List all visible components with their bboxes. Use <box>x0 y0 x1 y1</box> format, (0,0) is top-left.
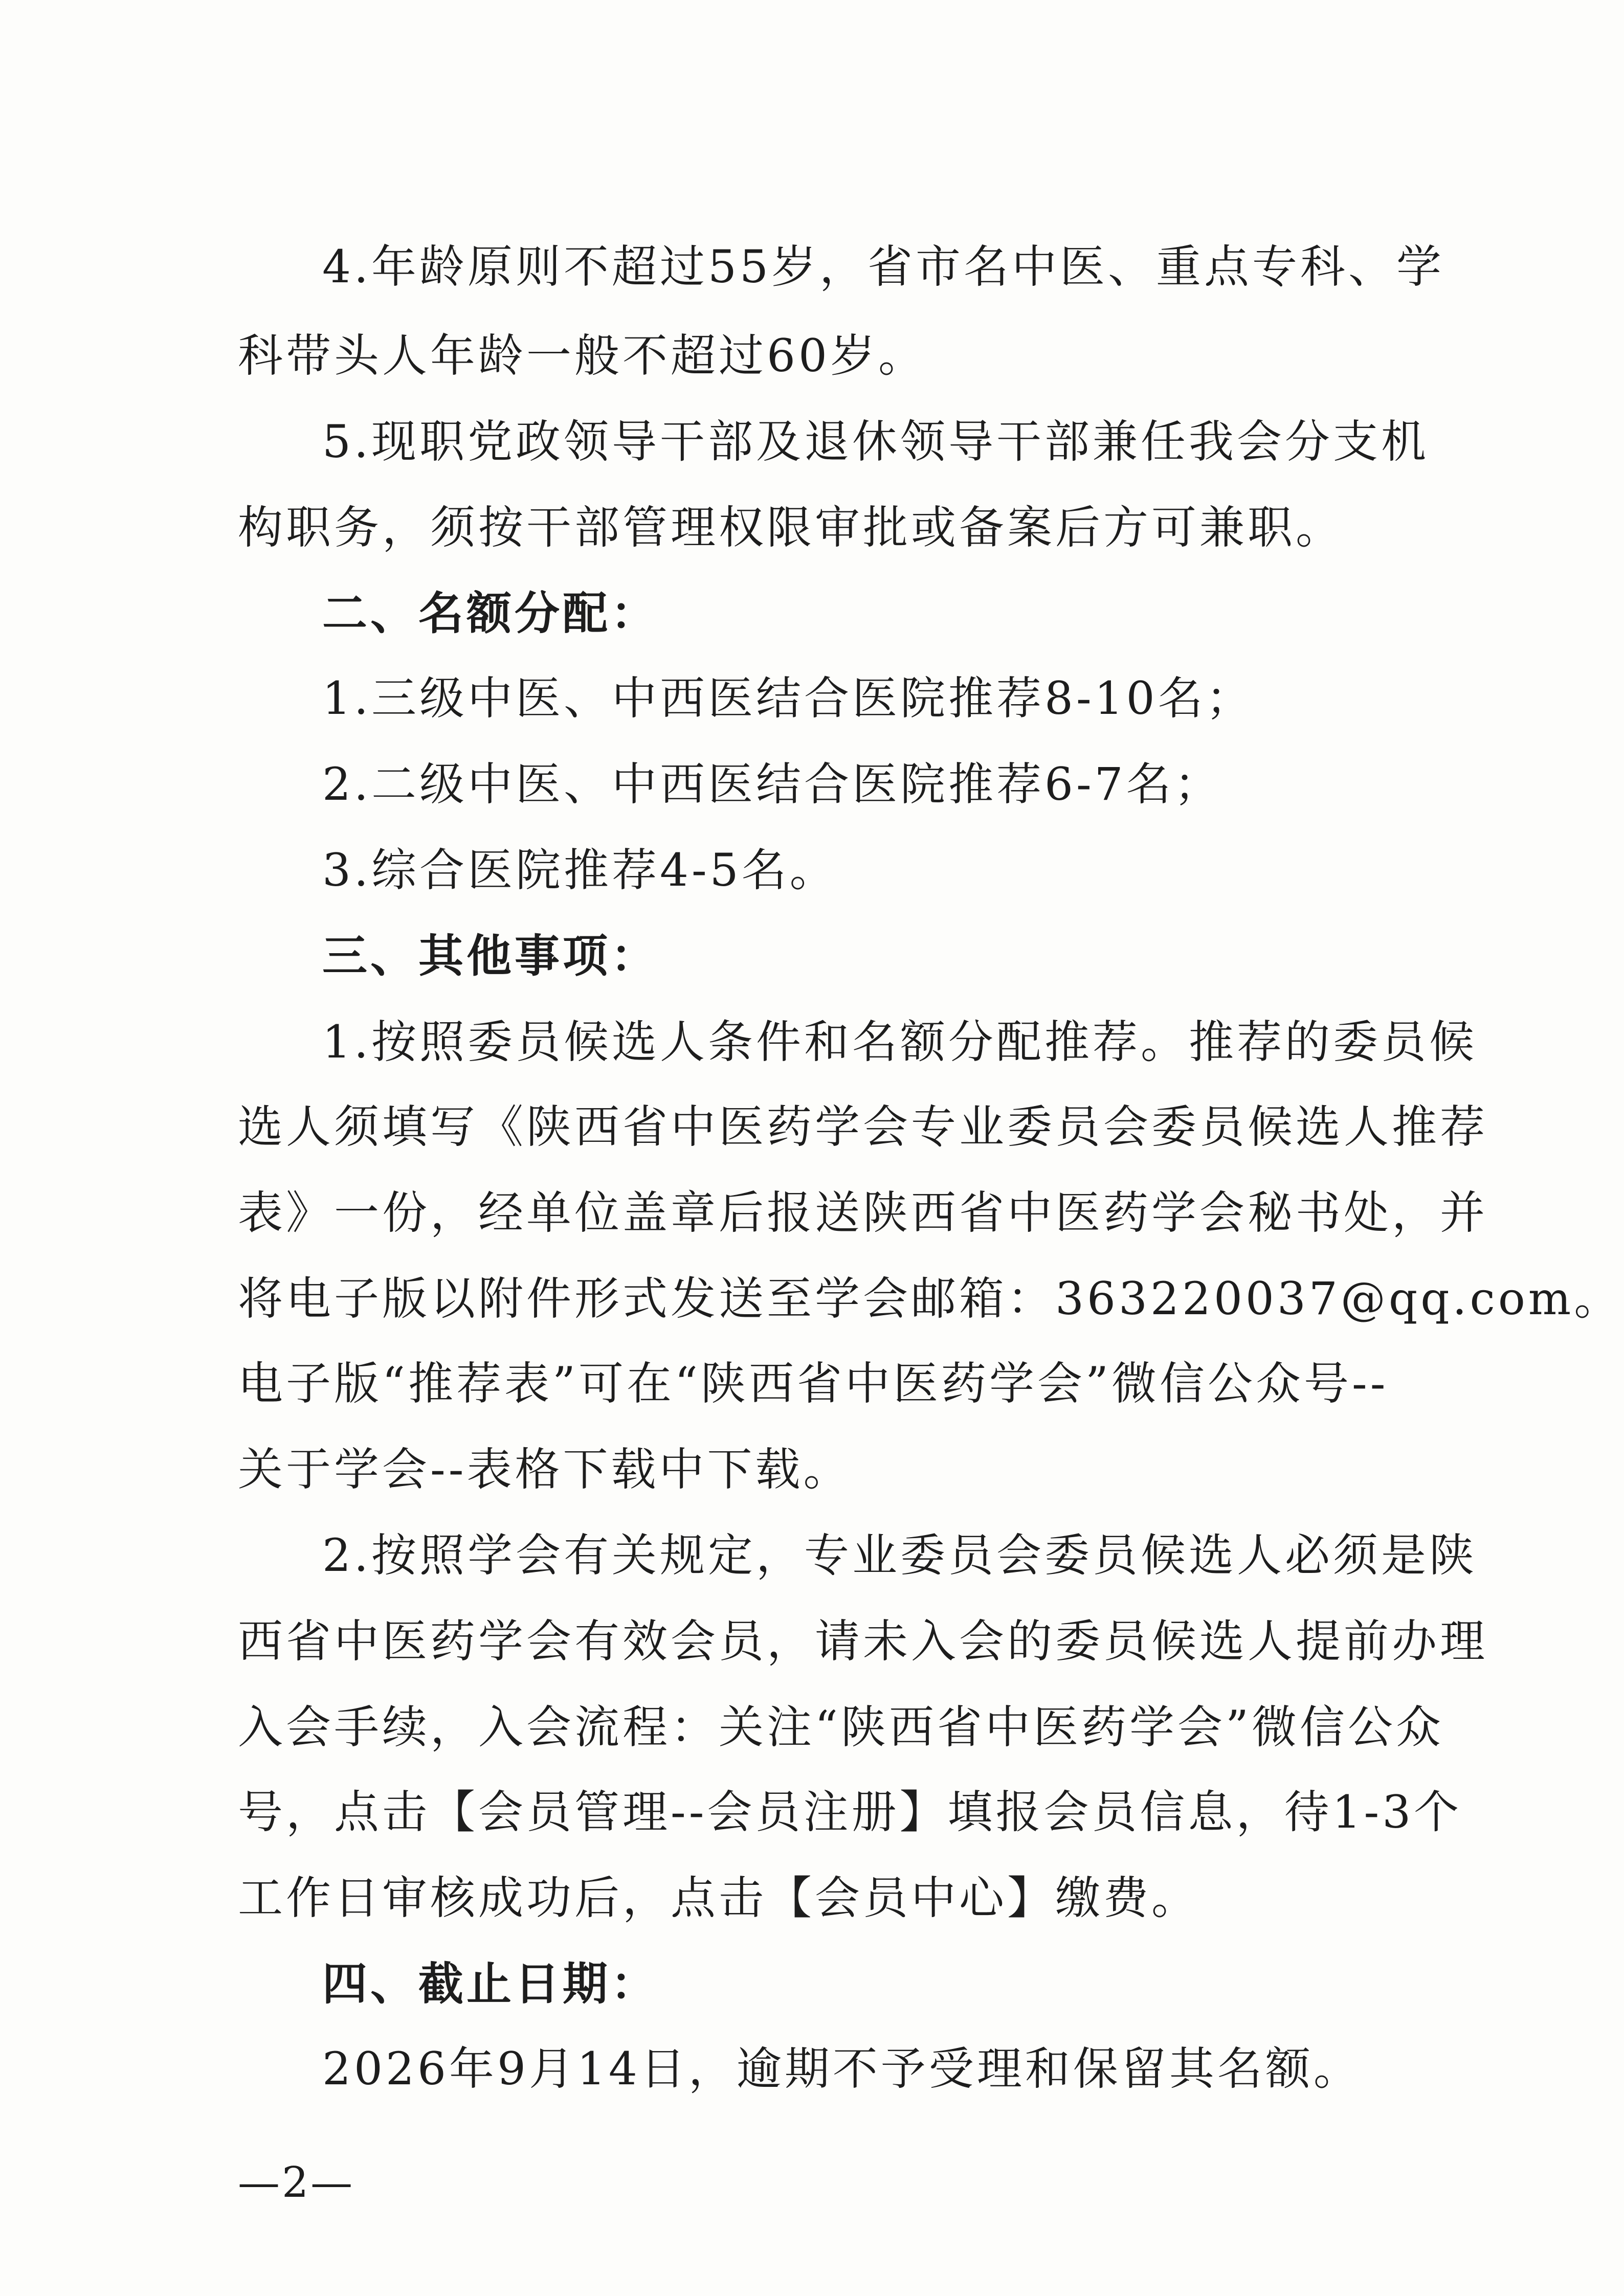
text-line: 号，点击【会员管理--会员注册】填报会员信息，待1-3个 <box>238 1786 1462 1838</box>
text-line: 西省中医药学会有效会员，请未入会的委员候选人提前办理 <box>238 1615 1488 1668</box>
text-line: 3.综合医院推荐4-5名。 <box>322 844 838 896</box>
text-line: 2026年9月14日，逾期不予受理和保留其名额。 <box>322 2042 1362 2095</box>
text-line: 电子版“推荐表”可在“陕西省中医药学会”微信公众号-- <box>238 1357 1389 1410</box>
text-line: 2.二级中医、中西医结合医院推荐6-7名； <box>322 758 1222 811</box>
text-line: 选人须填写《陕西省中医药学会专业委员会委员候选人推荐 <box>238 1100 1488 1153</box>
text-line: 关于学会--表格下载中下载。 <box>238 1443 852 1496</box>
text-line: 表》一份，经单位盖章后报送陕西省中医药学会秘书处，并 <box>238 1186 1488 1239</box>
text-line: 入会手续，入会流程：关注“陕西省中医药学会”微信公众 <box>238 1701 1444 1753</box>
section-heading: 四、截止日期： <box>322 1957 659 2010</box>
text-line: 工作日审核成功后，点击【会员中心】缴费。 <box>238 1872 1200 1924</box>
text-line: 科带头人年龄一般不超过60岁。 <box>238 329 926 382</box>
text-line: 1.按照委员候选人条件和名额分配推荐。推荐的委员候 <box>322 1016 1477 1068</box>
text-line: 5.现职党政领导干部及退休领导干部兼任我会分支机 <box>322 415 1429 468</box>
section-heading: 三、其他事项： <box>322 930 659 982</box>
text-line: 2.按照学会有关规定，专业委员会委员候选人必须是陕 <box>322 1529 1477 1582</box>
text-line: 构职务，须按干部管理权限审批或备案后方可兼职。 <box>238 501 1344 554</box>
section-heading: 二、名额分配： <box>322 587 659 640</box>
text-line: 将电子版以附件形式发送至学会邮箱：363220037@qq.com。 <box>238 1272 1622 1325</box>
page-number: —2— <box>238 2158 355 2207</box>
text-line: 1.三级中医、中西医结合医院推荐8-10名； <box>322 672 1254 725</box>
text-line: 4.年龄原则不超过55岁，省市名中医、重点专科、学 <box>322 240 1444 293</box>
